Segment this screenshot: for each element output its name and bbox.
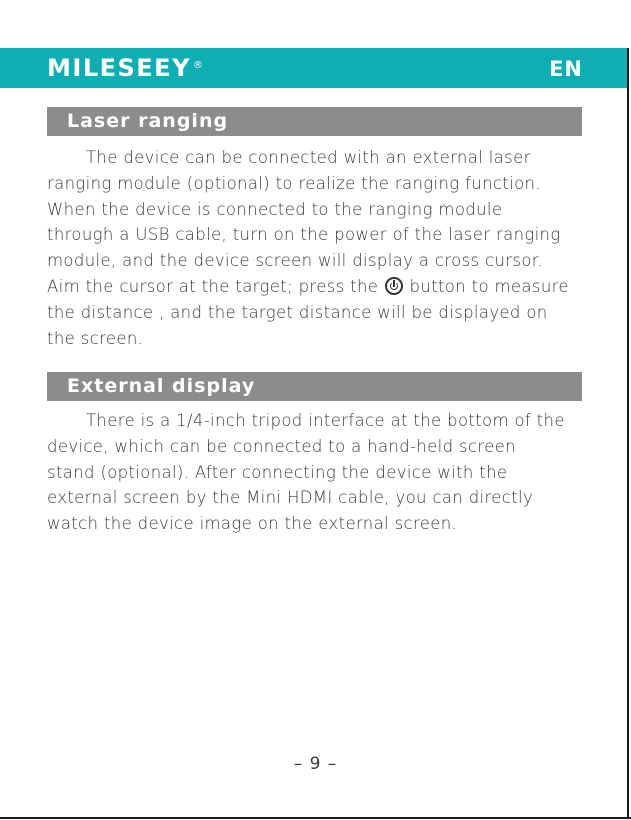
text-line: ranging module (optional) to realize the ranging function.	[47, 173, 541, 193]
text-line: When the device is connected to the ranging module	[47, 199, 503, 219]
brand-name: MILESEEY	[47, 54, 191, 82]
text-line: through a USB cable, turn on the power of the laser ranging	[47, 225, 561, 245]
power-icon	[385, 277, 403, 295]
page-edge-line	[627, 48, 629, 819]
page-number: – 9 –	[293, 754, 338, 774]
language-label: EN	[549, 57, 583, 81]
paragraph-laser-ranging	[47, 145, 592, 351]
registered-mark: ®	[192, 60, 205, 71]
text-line: module, and the device screen will display a cross cursor.	[47, 251, 543, 271]
text-line: the distance , and the target distance will be displayed on	[47, 302, 548, 322]
section-heading-external-display: External display	[47, 372, 582, 401]
text-line: The device can be connected with an external laser	[86, 148, 531, 167]
text-line: device, which can be connected to a hand-held screen	[47, 436, 516, 456]
text-after-icon: button to measure	[409, 276, 569, 296]
text-line: the screen.	[47, 328, 144, 348]
paragraph-external-display	[47, 408, 592, 537]
text-line: external screen by the Mini HDMI cable, you can directly	[47, 488, 534, 508]
page-bottom-line	[0, 817, 631, 819]
text-line: stand (optional). After connecting the device with the	[47, 462, 508, 482]
brand-logo	[47, 54, 204, 82]
section-heading-laser-ranging: Laser ranging	[47, 107, 582, 136]
header-band	[0, 48, 627, 88]
text-line-with-icon	[47, 274, 592, 300]
text-line: watch the device image on the external screen.	[47, 514, 458, 534]
text-line: There is a 1/4-inch tripod interface at the bottom of the	[86, 411, 565, 430]
text-before-icon: Aim the cursor at the target; press the	[47, 276, 379, 296]
